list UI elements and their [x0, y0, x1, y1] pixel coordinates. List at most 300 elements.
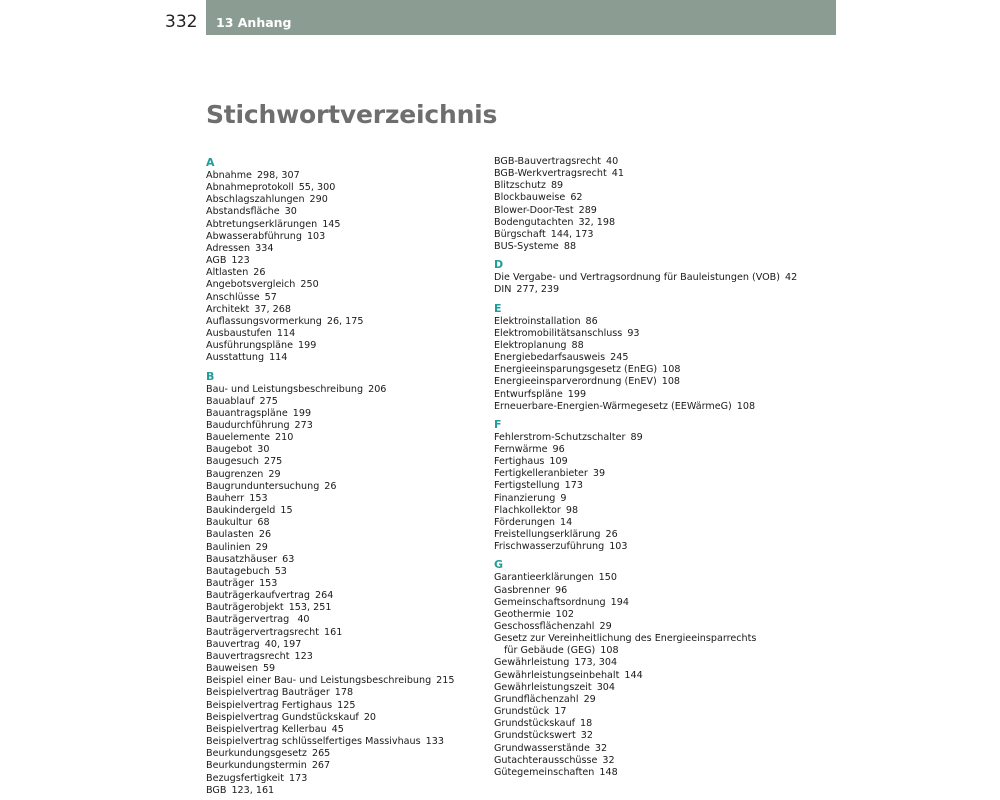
- index-pages: 178: [334, 687, 354, 699]
- section-letter-g: G: [494, 558, 504, 572]
- index-entry: [494, 401, 794, 413]
- index-entry: [206, 206, 491, 218]
- index-term: Abnahme: [206, 170, 252, 181]
- index-pages: 98: [565, 504, 579, 516]
- index-entry: [494, 389, 794, 401]
- index-pages: 289: [578, 204, 597, 216]
- index-entry: [494, 316, 794, 328]
- index-term: Baugesuch: [206, 456, 259, 468]
- index-pages: 96: [552, 443, 565, 455]
- index-term: Gemeinschaftsordnung: [494, 596, 606, 608]
- index-term: Bauablauf: [206, 395, 255, 407]
- index-pages: 26: [324, 480, 337, 492]
- index-pages: 144: [624, 669, 643, 681]
- index-pages: 29: [583, 693, 596, 705]
- index-term: Grundstückskauf: [494, 718, 576, 730]
- index-term: Bautagebuch: [206, 565, 270, 577]
- index-entry: [494, 364, 794, 376]
- index-term: Gewährleistungszeit: [494, 681, 592, 693]
- index-pages: 17: [554, 706, 567, 718]
- section-letter-d: D: [494, 258, 504, 272]
- index-pages: 125: [337, 699, 356, 711]
- index-term: Bauträgervertragsrecht: [206, 626, 320, 638]
- index-term: Beispielvertrag schlüsselfertiges Massivhaus: [206, 736, 421, 748]
- index-term: Bauweisen: [206, 663, 258, 675]
- index-pages: 145: [322, 218, 341, 230]
- index-entry: [206, 566, 491, 578]
- index-term: Bezugsfertigkeit: [206, 772, 284, 784]
- index-term: Beispielvertrag Gundstückskauf: [206, 711, 359, 723]
- index-pages: 62: [570, 192, 583, 204]
- index-term: Beispielvertrag Kellerbau: [206, 723, 327, 735]
- index-term: Beispiel einer Bau- und Leistungsbeschreibung: [206, 675, 432, 687]
- index-term: Baugrenzen: [206, 468, 264, 480]
- index-entry: [494, 180, 794, 192]
- index-pages: 93: [627, 327, 640, 339]
- index-entry: [494, 718, 794, 730]
- index-pages: 29: [268, 468, 281, 480]
- index-term: Gesetz zur Vereinheitlichung des Energieeinsparrechts: [494, 633, 757, 645]
- section-a-entries: [206, 170, 491, 365]
- index-column-left: [206, 156, 491, 797]
- index-entry: [494, 352, 794, 364]
- index-term: Abstandsfläche: [206, 206, 280, 218]
- index-pages: 18: [580, 718, 593, 730]
- index-pages: 199: [567, 388, 587, 400]
- index-term: Bauantragspläne: [206, 407, 288, 419]
- index-pages: 148: [599, 766, 618, 778]
- index-entry: [206, 469, 491, 481]
- index-pages: 37, 268: [254, 303, 291, 315]
- index-entry: [494, 694, 794, 706]
- index-term: Bürgschaft: [494, 228, 546, 240]
- index-entry: [494, 168, 794, 180]
- index-pages: 103: [306, 230, 326, 242]
- index-pages: 108: [662, 364, 681, 376]
- index-entry: [206, 182, 491, 194]
- section-d-entries: [494, 272, 798, 296]
- index-pages: 109: [549, 456, 568, 468]
- index-entry: [206, 748, 491, 760]
- index-term: BUS-Systeme: [494, 241, 559, 253]
- index-entry: [206, 627, 491, 639]
- index-term: Bauträger: [206, 578, 255, 589]
- index-pages: 57: [264, 291, 277, 303]
- index-term: Grundwasserstände: [494, 742, 590, 754]
- index-term: Bauvertrag: [206, 638, 260, 650]
- index-pages: 298, 307: [256, 170, 300, 181]
- index-pages: 108: [600, 645, 619, 657]
- index-pages: 173: [288, 772, 308, 784]
- index-term: Entwurfspläne: [494, 388, 563, 400]
- index-pages: 144, 173: [550, 228, 594, 240]
- index-term: Blockbauweise: [494, 192, 566, 204]
- index-pages: 20: [363, 711, 377, 723]
- index-term: Baukultur: [206, 517, 253, 529]
- index-term: Gütegemeinschaften: [494, 766, 595, 778]
- index-entry: [494, 541, 794, 553]
- index-entry: [206, 602, 491, 614]
- index-entry: [206, 444, 491, 456]
- index-pages: 32: [594, 742, 608, 754]
- index-pages: 199: [298, 340, 317, 352]
- index-entry: [494, 633, 794, 645]
- index-entry: [206, 231, 491, 243]
- index-entry: [206, 773, 491, 785]
- index-term: Die Vergabe- und Vertragsordnung für Bauleistungen (VOB): [494, 272, 781, 284]
- index-term: Gewährleistung: [494, 657, 570, 669]
- index-entry: [494, 272, 798, 284]
- index-entry: [494, 505, 794, 517]
- index-pages: 173: [564, 480, 583, 492]
- index-pages: 32, 198: [578, 216, 616, 228]
- index-pages: 15: [280, 505, 293, 517]
- index-entry: [206, 328, 491, 340]
- index-pages: 63: [282, 553, 295, 565]
- index-pages: 153, 251: [288, 602, 332, 614]
- index-term: Ausführungspläne: [206, 340, 293, 352]
- index-term: BGB-Werkvertragsrecht: [494, 168, 607, 180]
- index-pages: 29: [599, 621, 612, 632]
- index-term: Baugrunduntersuchung: [206, 480, 320, 492]
- index-term: Altlasten: [206, 267, 249, 279]
- index-pages: 103: [609, 541, 628, 553]
- index-pages: 114: [276, 328, 296, 340]
- index-term: Bauträgerobjekt: [206, 602, 284, 614]
- index-term: Architekt: [206, 303, 250, 315]
- index-term: AGB: [206, 255, 227, 267]
- index-pages: 26: [605, 529, 618, 541]
- index-term: Fertigstellung: [494, 480, 560, 492]
- index-pages: 161: [324, 626, 343, 638]
- index-entry: [206, 304, 491, 316]
- index-entry: [206, 194, 491, 206]
- index-term: Energieeinsparverordnung (EnEV): [494, 376, 657, 388]
- chapter-header-band: [206, 0, 836, 35]
- index-entry: [206, 687, 491, 699]
- index-pages: 30: [257, 444, 270, 456]
- index-pages: 264: [315, 590, 334, 602]
- index-pages: 68: [257, 517, 270, 529]
- index-entry: [494, 621, 794, 633]
- index-term: Elektroinstallation: [494, 315, 581, 327]
- index-entry: [206, 529, 491, 541]
- index-pages: 173, 304: [574, 657, 618, 669]
- index-term: Baugebot: [206, 444, 253, 456]
- index-entry: [206, 255, 491, 267]
- index-entry: [206, 340, 491, 352]
- index-entry: [206, 517, 491, 529]
- section-e-entries: [494, 316, 794, 413]
- index-term: Auflassungsvormerkung: [206, 315, 322, 327]
- index-pages: 275: [263, 456, 283, 468]
- index-entry: [206, 651, 491, 663]
- index-entry: [494, 743, 794, 755]
- index-pages: 88: [563, 241, 577, 253]
- index-entry: [494, 493, 794, 505]
- index-term: Ausbaustufen: [206, 328, 272, 340]
- index-entry: [494, 468, 794, 480]
- index-entry: [206, 481, 491, 493]
- index-pages: 26: [258, 529, 272, 541]
- section-g-entries-after: [494, 657, 794, 779]
- index-term: Blitzschutz: [494, 180, 546, 192]
- index-entry: [206, 700, 491, 712]
- index-entry: [494, 284, 794, 296]
- index-term: Grundstückswert: [494, 730, 576, 742]
- index-term: Energieeinsparungsgesetz (EnEG): [494, 364, 658, 376]
- index-pages: 123: [231, 255, 250, 267]
- index-entry: [206, 170, 491, 182]
- index-term: Grundflächenzahl: [494, 693, 579, 705]
- index-entry: [206, 614, 491, 626]
- index-entry: [494, 755, 794, 767]
- index-term: Anschlüsse: [206, 291, 260, 303]
- index-entry: [494, 229, 794, 241]
- page-title: Stichwortverzeichnis: [206, 100, 498, 129]
- index-pages: 277, 239: [516, 284, 560, 296]
- index-entry: [206, 736, 491, 748]
- index-pages: 273: [294, 419, 313, 431]
- index-entry: [494, 657, 794, 669]
- index-pages: 153: [259, 578, 278, 589]
- index-pages: 108: [736, 400, 756, 412]
- index-entry: [494, 706, 794, 718]
- index-pages: 245: [610, 352, 629, 364]
- index-term: Gasbrenner: [494, 584, 551, 596]
- index-entry: [206, 408, 491, 420]
- index-entry: [494, 767, 794, 779]
- index-term: Fertighaus: [494, 456, 545, 468]
- index-pages: 89: [630, 431, 643, 443]
- index-term: Beurkundungstermin: [206, 760, 307, 772]
- index-pages: 30: [284, 206, 297, 218]
- index-entry: [494, 241, 794, 253]
- index-pages: 206: [368, 383, 387, 395]
- index-entry: [494, 340, 794, 352]
- index-pages: 41: [611, 168, 624, 180]
- page-number: 332: [165, 12, 198, 32]
- index-term: Bauträgerkaufvertrag: [206, 590, 310, 602]
- index-pages: 123: [294, 650, 313, 662]
- index-pages: 210: [275, 432, 294, 444]
- index-entry: [206, 396, 491, 408]
- index-entry: [206, 432, 491, 444]
- index-pages: 40, 197: [264, 638, 302, 650]
- index-term: Finanzierung: [494, 492, 556, 504]
- index-pages: 88: [571, 339, 584, 351]
- section-letter-f: F: [494, 417, 502, 431]
- chapter-title: 13 Anhang: [216, 15, 292, 30]
- index-entry: [206, 724, 491, 736]
- index-pages: 215: [436, 675, 455, 687]
- index-term: Bauelemente: [206, 432, 271, 444]
- index-entry: [494, 205, 794, 217]
- index-entry: [494, 192, 794, 204]
- index-term: Beispielvertrag Bauträger: [206, 687, 330, 699]
- index-entry: [494, 517, 794, 529]
- section-letter-e: E: [494, 301, 502, 315]
- index-entry: [206, 219, 491, 231]
- index-pages: 114: [269, 352, 288, 364]
- index-entry: [206, 542, 491, 554]
- index-term: Abtretungserklärungen: [206, 218, 318, 230]
- index-entry: [494, 432, 794, 444]
- index-pages: 53: [274, 565, 287, 577]
- index-term: Adressen: [206, 242, 251, 254]
- index-term: Abwasserabführung: [206, 230, 302, 242]
- index-term: Fertigkelleranbieter: [494, 468, 588, 480]
- index-pages: 334: [255, 242, 274, 254]
- index-pages: 250: [300, 279, 319, 291]
- index-term: Bauherr: [206, 492, 245, 504]
- index-term: Fernwärme: [494, 443, 548, 455]
- index-pages: 14: [560, 516, 573, 528]
- index-term: Förderungen: [494, 516, 555, 528]
- index-pages: 275: [259, 395, 278, 407]
- index-term: Bauträgervertrag: [206, 614, 290, 626]
- index-pages: 89: [550, 180, 564, 192]
- index-entry: [206, 420, 491, 432]
- section-g-entries: [494, 572, 794, 645]
- index-term: Fehlerstrom-Schutzschalter: [494, 431, 626, 443]
- index-term: Bodengutachten: [494, 216, 574, 228]
- index-term: Baudurchführung: [206, 419, 290, 431]
- index-pages: 102: [555, 608, 574, 620]
- index-pages: 153: [249, 492, 268, 504]
- index-entry: [494, 217, 794, 229]
- index-entry: [206, 712, 491, 724]
- index-entry: [494, 597, 794, 609]
- section-f-entries: [494, 432, 794, 554]
- index-entry: [494, 529, 794, 541]
- index-column-right: [494, 156, 798, 779]
- index-entry: [206, 384, 491, 396]
- index-entry: [494, 376, 794, 388]
- index-entry: [206, 663, 491, 675]
- index-term: Bauvertragsrecht: [206, 650, 290, 662]
- index-entry: [206, 316, 491, 328]
- index-pages: 59: [262, 663, 276, 675]
- index-term: Erneuerbare-Energien-Wärmegesetz (EEWärmeG): [494, 400, 732, 412]
- index-entry-continuation: [494, 645, 794, 657]
- index-term: Beispielvertrag Fertighaus: [206, 699, 333, 711]
- index-term: Beurkundungsgesetz: [206, 748, 307, 760]
- index-term: Garantieerklärungen: [494, 572, 594, 584]
- index-entry: [494, 456, 794, 468]
- index-pages: 304: [596, 681, 616, 693]
- index-term: BGB-Bauvertragsrecht: [494, 156, 602, 167]
- index-entry: [206, 279, 491, 291]
- index-term: Baukindergeld: [206, 505, 276, 517]
- section-letter-a: A: [206, 156, 215, 169]
- index-pages: 55, 300: [298, 182, 336, 194]
- index-term: DIN: [494, 284, 512, 296]
- index-entry: [206, 267, 491, 279]
- index-pages: 29: [255, 541, 268, 553]
- index-term: Elektroplanung: [494, 339, 567, 351]
- index-entry: [206, 785, 491, 797]
- index-pages: 290: [309, 194, 328, 206]
- index-term: Flachkollektor: [494, 504, 561, 516]
- index-pages: 199: [292, 407, 312, 419]
- index-term: Ausstattung: [206, 352, 265, 364]
- section-b-continued-entries: [494, 156, 794, 253]
- index-term: BGB: [206, 784, 227, 796]
- index-entry: [206, 352, 491, 364]
- index-pages: 32: [602, 754, 615, 766]
- index-term: Gutachterausschüsse: [494, 754, 598, 766]
- index-term: Abnahmeprotokoll: [206, 182, 294, 194]
- index-entry: [494, 670, 794, 682]
- index-entry: [494, 444, 794, 456]
- index-term: Geothermie: [494, 608, 551, 620]
- section-letter-b: B: [206, 369, 215, 383]
- index-term: Frischwasserzuführung: [494, 541, 605, 553]
- index-entry: [494, 585, 794, 597]
- index-entry: [206, 292, 491, 304]
- index-entry: [206, 590, 491, 602]
- index-entry: [206, 493, 491, 505]
- index-pages: 32: [580, 730, 593, 742]
- index-entry: [494, 328, 794, 340]
- index-entry: [206, 243, 491, 255]
- index-pages: 267: [311, 760, 331, 772]
- index-term: Grundstück: [494, 706, 550, 718]
- index-term: Elektromobilitätsanschluss: [494, 327, 623, 339]
- index-pages: 40: [294, 614, 310, 626]
- index-pages: 26, 175: [326, 315, 364, 327]
- index-pages: 45: [331, 723, 344, 735]
- index-term: Bausatzhäuser: [206, 553, 278, 565]
- index-term: Angebotsvergleich: [206, 279, 296, 291]
- index-term: Bau- und Leistungsbeschreibung: [206, 383, 364, 395]
- index-entry: [494, 572, 794, 584]
- index-pages: 108: [661, 376, 681, 388]
- index-entry: [206, 554, 491, 566]
- index-entry: [206, 505, 491, 517]
- index-term: Energiebedarfsausweis: [494, 352, 606, 364]
- index-term: für Gebäude (GEG): [504, 645, 596, 657]
- index-pages: 39: [592, 468, 606, 480]
- index-pages: 123, 161: [231, 784, 275, 796]
- index-entry: [494, 682, 794, 694]
- index-pages: 194: [610, 596, 629, 608]
- index-term: Freistellungserklärung: [494, 529, 601, 541]
- index-pages: 265: [311, 748, 331, 760]
- index-pages: 9: [560, 492, 567, 504]
- section-b-entries: [206, 384, 491, 797]
- index-pages: 42: [785, 272, 798, 284]
- index-term: Baulinien: [206, 541, 251, 553]
- index-pages: 26: [253, 267, 266, 279]
- index-entry: [206, 456, 491, 468]
- index-pages: 133: [425, 736, 444, 748]
- index-term: Geschossflächenzahl: [494, 621, 595, 632]
- index-entry: [494, 480, 794, 492]
- index-term: Abschlagszahlungen: [206, 194, 305, 206]
- index-entry: [206, 639, 491, 651]
- index-entry: [494, 730, 794, 742]
- index-term: Blower-Door-Test: [494, 204, 574, 216]
- index-entry: [206, 578, 491, 590]
- index-pages: 40: [606, 156, 619, 167]
- index-term: Baulasten: [206, 529, 254, 541]
- index-pages: 86: [585, 315, 598, 327]
- index-pages: 96: [555, 584, 568, 596]
- index-term: Gewährleistungseinbehalt: [494, 669, 620, 681]
- index-entry: [494, 609, 794, 621]
